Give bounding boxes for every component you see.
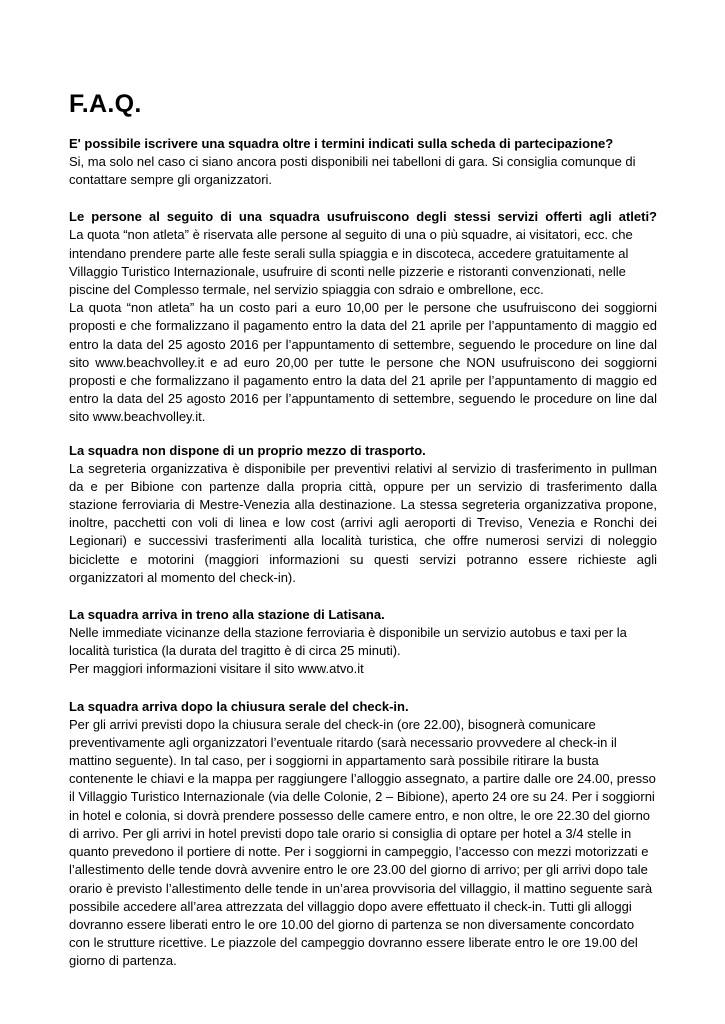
faq-answer-paragraph: La quota “non atleta” ha un costo pari a euro 10,00 per le persone che usufruiscono dei soggiorni proposti e che formalizzano il pagamento entro la data del 21 aprile per l’appuntamento di maggio ed entro la data del 25 agosto 2016 per l’appuntamento di settembre, seguendo le procedure on line dal sito www.beachvolley.it e ad euro 20,00 per tutte le persone che NON usufruiscono dei soggiorni proposti e che formalizzano il pagamento entro la data del 21 aprile per l’appuntamento di maggio ed entro la data del 25 agosto 2016 per l’appuntamento di settembre, seguendo le procedure on line dal sito www.beachvolley.it. (69, 300, 657, 425)
faq-question: E' possibile iscrivere una squadra oltre i termini indicati sulla scheda di partecipazione? (69, 136, 614, 151)
faq-answer-paragraph: La quota “non atleta” è riservata alle persone al seguito di una o più squadre, ai visitatori, ecc. che intendano prendere parte alle feste serali sulla spiaggia e in discoteca, accedere gratuitamente al Villaggio Turistico Internazionale, usufruire di sconti nelle pizzerie e ristoranti convenzionati, nelle piscine del Complesso termale, nel servizio spiaggia con sdraio e ombrellone, ecc. (69, 227, 633, 298)
faq-question: La squadra non dispone di un proprio mezzo di trasporto. (69, 442, 426, 458)
faq-question: Le persone al seguito di una squadra usufruiscono degli stessi servizi offerti agli atleti? (69, 209, 657, 225)
faq-question: La squadra arriva dopo la chiusura serale del check-in. (69, 698, 409, 714)
faq-answer (69, 624, 657, 679)
faq-answer (69, 716, 657, 971)
faq-answer (69, 460, 657, 587)
faq-item-3 (69, 441, 657, 587)
page-title: F.A.Q. (69, 90, 142, 118)
faq-answer-paragraph: Nelle immediate vicinanze della stazione ferroviaria è disponibile un servizio autobus e taxi per la località turistica (la durata del tragitto è di circa 25 minuti). (69, 625, 627, 659)
faq-answer-paragraph: La segreteria organizzativa è disponibile per preventivi relativi al servizio di trasferimento in pullman da e per Bibione con partenze dalla propria città, oppure per un servizio di trasferimento dalla stazione ferroviaria di Mestre-Venezia alla destinazione. La stessa segreteria organizzativa propone, inoltre, pacchetti con voli di linea e low cost (arrivi agli aeroporti di Treviso, Venezia e Ronchi dei Legionari) e successivi trasferimenti alla località turistica, che offre numerosi servizi di noleggio biciclette e motorini (maggiori informazioni su questi servizi potranno essere richieste agli organizzatori al momento del check-in). (69, 460, 657, 585)
faq-answer (69, 153, 657, 189)
faq-item-5 (69, 697, 657, 971)
faq-item-4 (69, 605, 657, 679)
faq-answer (69, 226, 657, 426)
document-page (69, 88, 657, 971)
faq-answer-paragraph: Per maggiori informazioni visitare il sito www.atvo.it (69, 661, 364, 677)
faq-item-2 (69, 207, 657, 426)
faq-question: La squadra arriva in treno alla stazione di Latisana. (69, 607, 385, 623)
faq-answer-paragraph: Per gli arrivi previsti dopo la chiusura serale del check-in (ore 22.00), bisognerà comunicare preventivamente agli organizzatori l’eventuale ritardo (sarà necessario provvedere al check-in il mattino seguente). In tal caso, per i soggiorni in appartamento sarà possibile ritirare la busta contenente le chiavi e la mappa per raggiungere l’alloggio assegnato, a partire dalle ore 24.00, presso il Villaggio Turistico Internazionale (via delle Colonie, 2 – Bibione), aperto 24 ore su 24. Per i soggiorni in hotel e colonia, si dovrà prendere possesso delle camere entro, e non oltre, le ore 22.30 del giorno di arrivo. Per gli arrivi in hotel previsti dopo tale orario si consiglia di optare per hotel a 3/4 stelle in quanto prevedono il portiere di notte. Per i soggiorni in campeggio, l’accesso con mezzi motorizzati e l’allestimento delle tende dovrà avvenire entro le ore 23.00 del giorno di arrivo; per gli arrivi dopo tale orario è previsto l’allestimento delle tende in un’area provvisoria del villaggio, il mattino seguente sarà possibile accedere all’area attrezzata del villaggio dopo avere effettuato il check-in. Tutti gli alloggi dovranno essere liberati entro le ore 10.00 del giorno di partenza se non diversamente concordato con le strutture ricettive. Le piazzole del campeggio dovranno essere liberate entro le ore 19.00 del giorno di partenza. (69, 716, 656, 969)
faq-item-1 (69, 134, 657, 189)
faq-answer-paragraph: Si, ma solo nel caso ci siano ancora posti disponibili nei tabelloni di gara. Si consiglia comunque di contattare sempre gli organizzatori. (69, 154, 636, 188)
